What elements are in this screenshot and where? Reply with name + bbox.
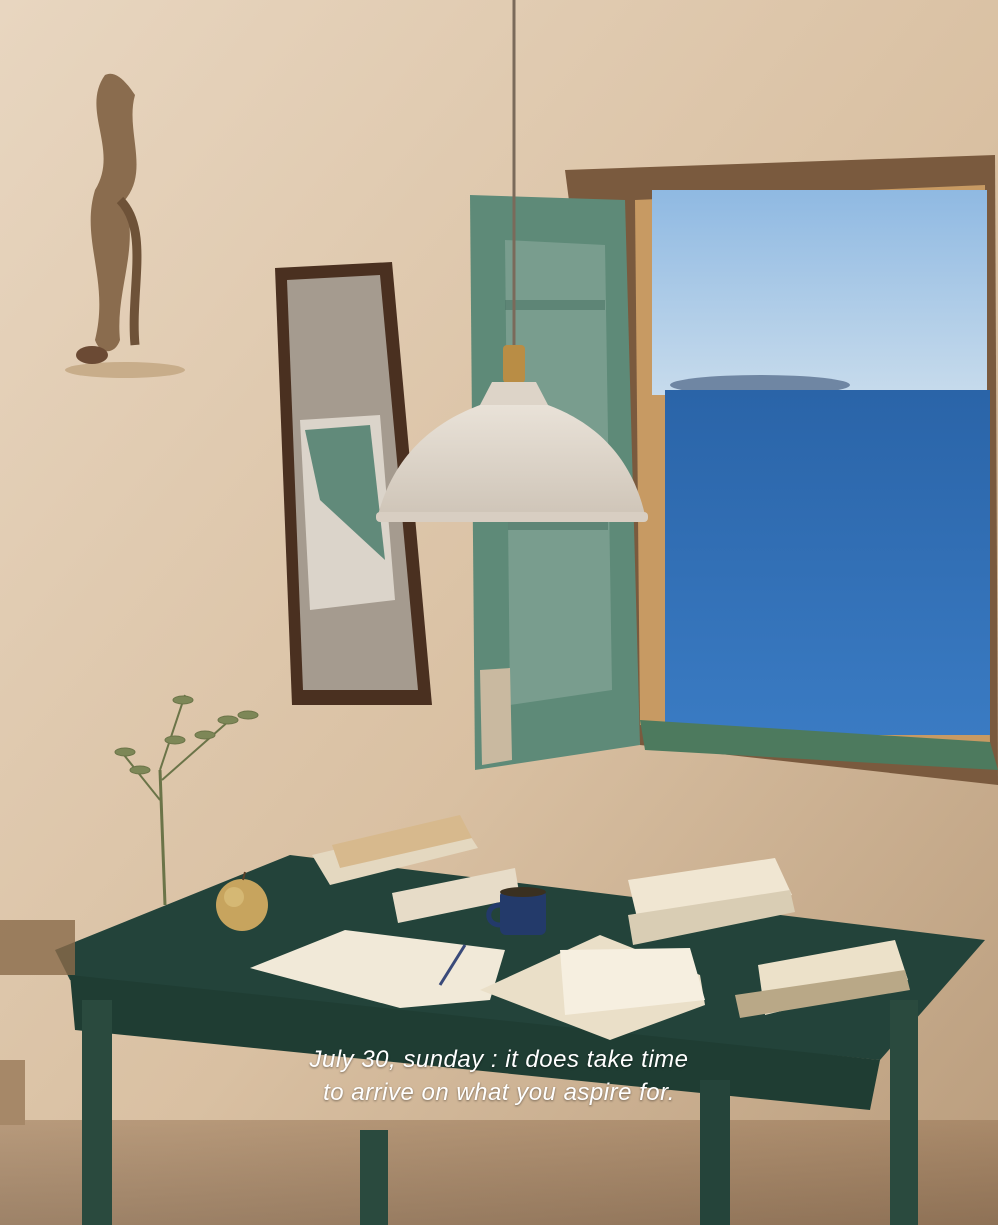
sea — [665, 390, 990, 735]
floor — [0, 1120, 998, 1225]
caption-line-1: July 30, sunday : it does take time — [309, 1046, 689, 1073]
caption — [0, 1043, 998, 1109]
sky — [652, 190, 987, 395]
caption-line-2: to arrive on what you aspire for. — [323, 1079, 675, 1106]
